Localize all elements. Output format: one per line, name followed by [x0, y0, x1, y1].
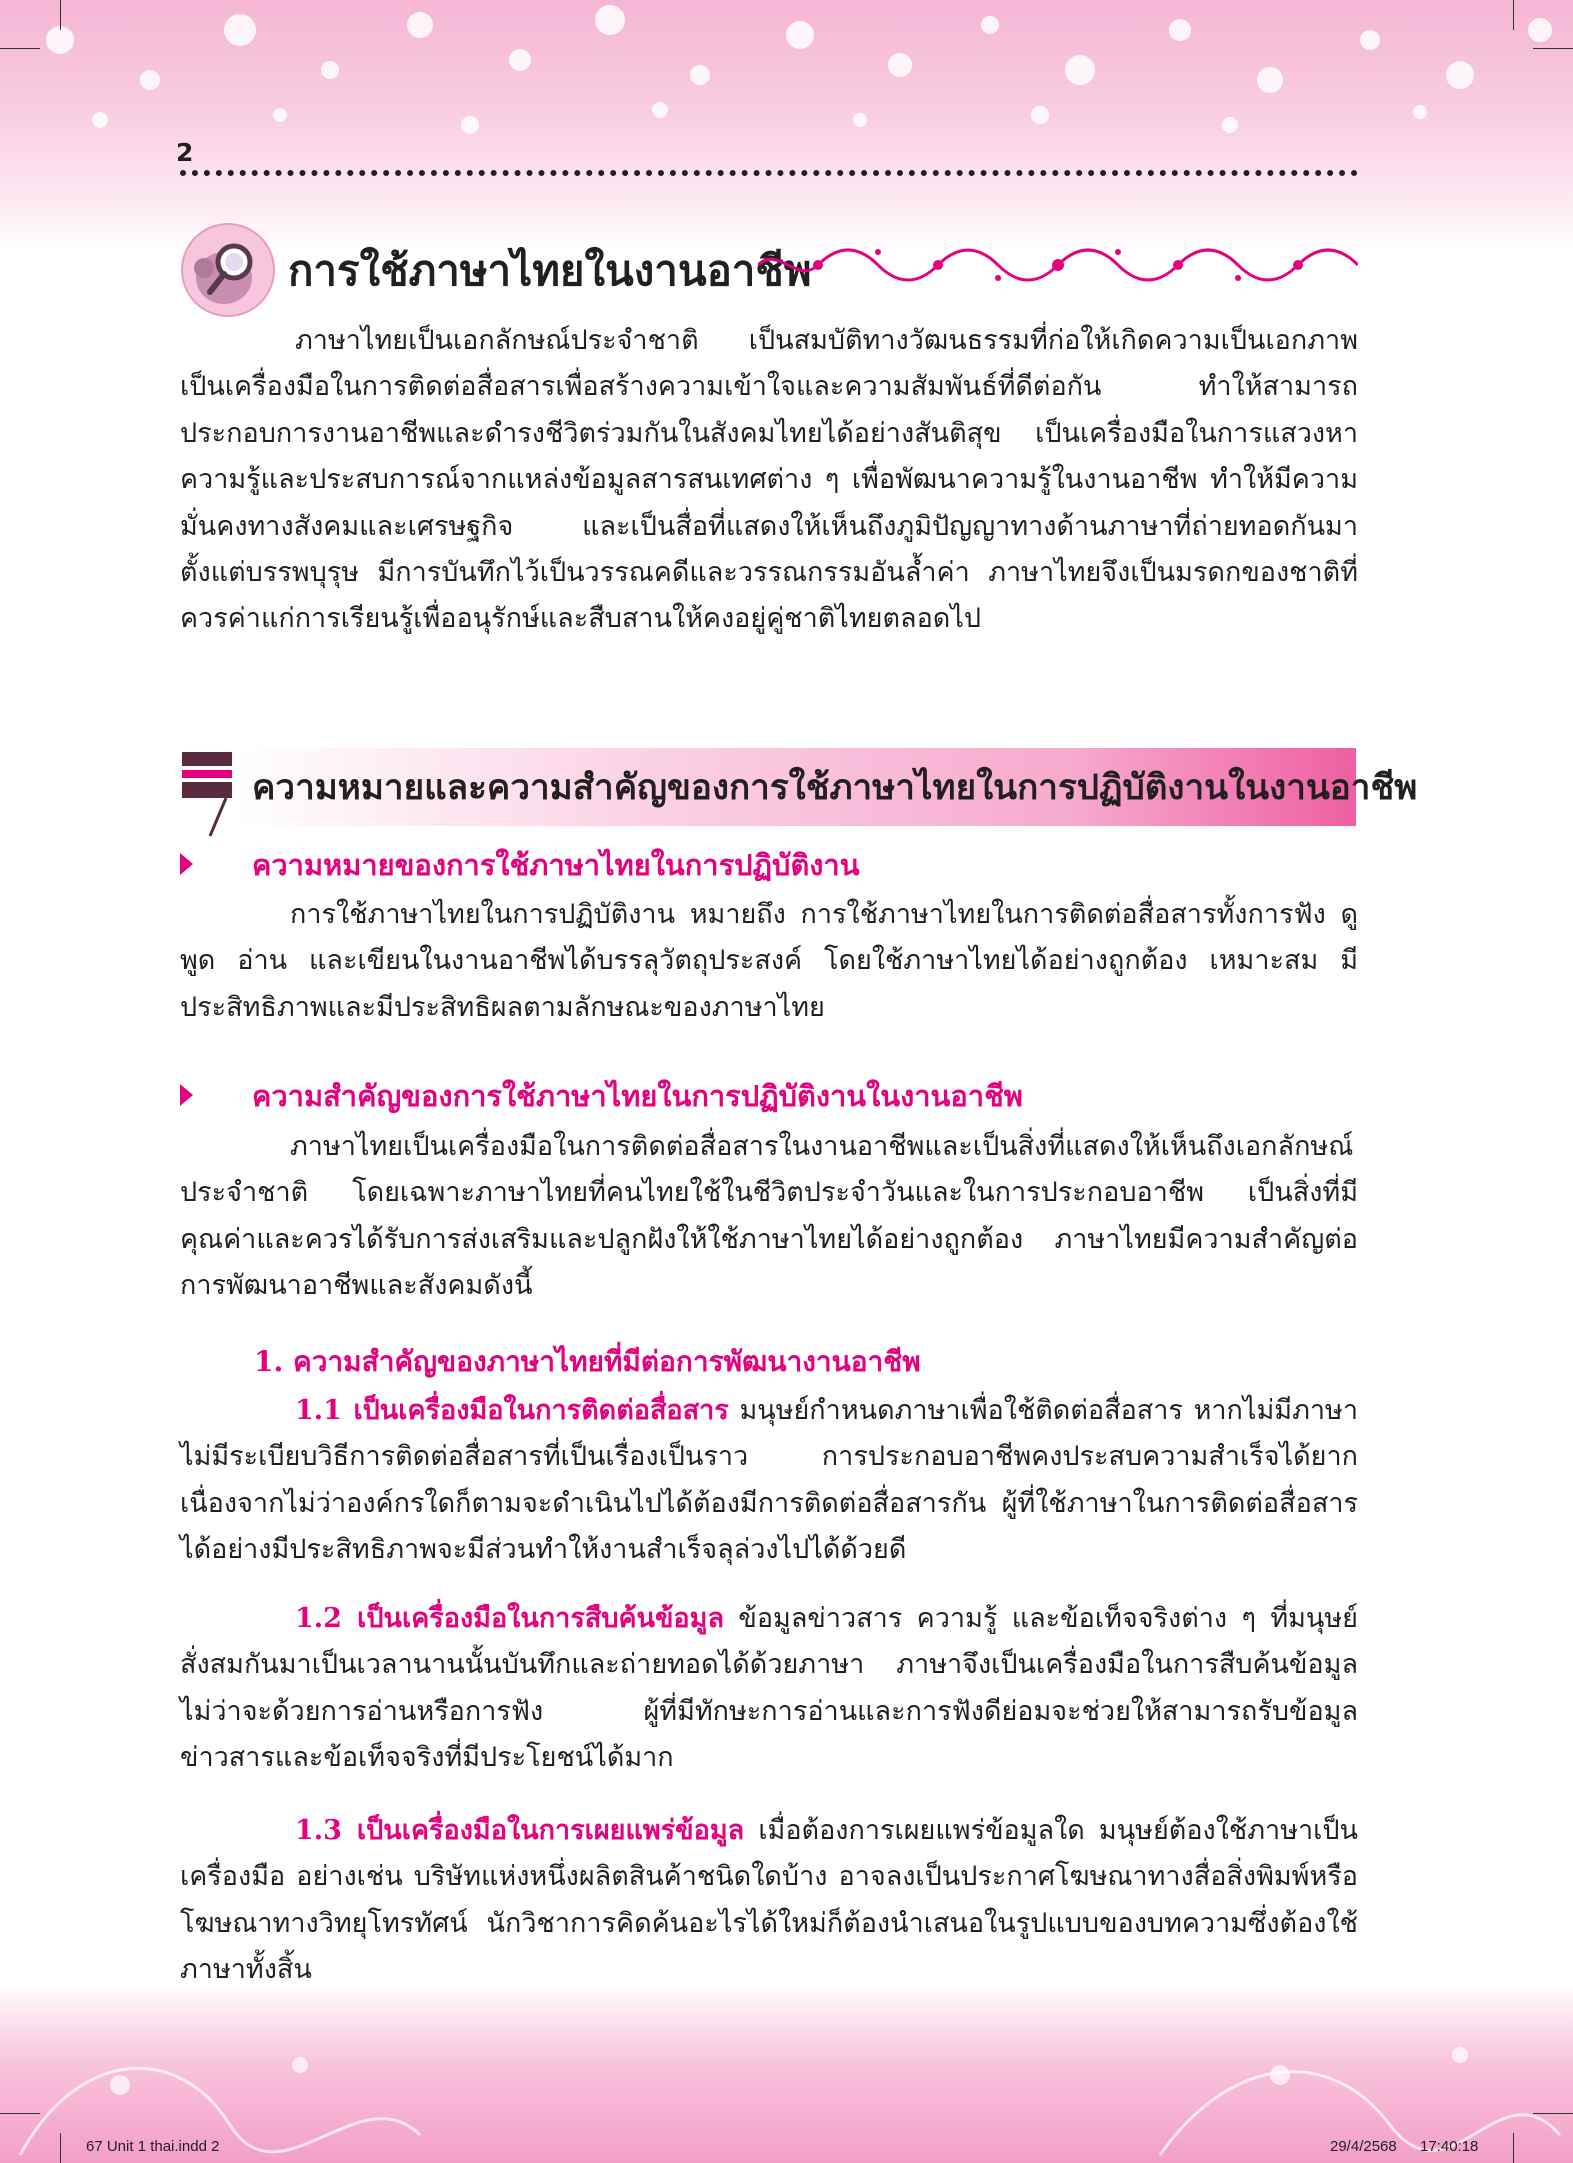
- ornament-divider-icon: [758, 240, 1358, 290]
- meaning-paragraph: [180, 892, 1358, 1031]
- item-1-2-label: 1.2 เป็นเครื่องมือในการสืบค้นข้อมูล: [295, 1603, 724, 1634]
- flourish-pattern: [0, 1985, 1573, 2163]
- crop-mark: [60, 0, 61, 30]
- importance-paragraph: [180, 1124, 1358, 1310]
- importance-text: ภาษาไทยเป็นเครื่องมือในการติดต่อสื่อสารในงานอาชีพและเป็นสิ่งที่แสดงให้เห็นถึงเอกลักษณ์ประจำชาติ โดยเฉพาะภาษาไทยที่คนไทยใช้ในชีวิตประจำวันและในการประกอบอาชีพ เป็นสิ่งที่มีคุณค่าและควรได้รับการส่งเสริมและปลูกฝังให้ใช้ภาษาไทยได้อย่างถูกต้อง ภาษาไทยมีความสำคัญต่อการพัฒนาอาชีพและสังคมดังนี้: [180, 1131, 1358, 1302]
- crop-mark: [0, 48, 40, 49]
- book-icon: [180, 748, 242, 840]
- flower-pattern: [0, 0, 1573, 250]
- header-dotted-rule: [180, 170, 1358, 176]
- crop-mark: [1533, 48, 1573, 49]
- footer-flower-band: [0, 1985, 1573, 2163]
- page-number: 2: [176, 138, 194, 167]
- subheading-importance: ความสำคัญของการใช้ภาษาไทยในการปฏิบัติงานในงานอาชีพ: [252, 1079, 1023, 1113]
- item-1-1-text: มนุษย์กำหนดภาษาเพื่อใช้ติดต่อสื่อสาร หากไม่มีภาษา ไม่มีระเบียบวิธีการติดต่อสื่อสารที่เป็นเรื่องเป็นราว การประกอบอาชีพคงประสบความสำเร็จได้ยาก เนื่องจากไม่ว่าองค์กรใดก็ตามจะดำเนินไปได้ต้องมีการติดต่อสื่อสารกัน ผู้ที่ใช้ภาษาในการติดต่อสื่อสารได้อย่างมีประสิทธิภาพจะมีส่วนทำให้งานสำเร็จลุล่วงไปได้ด้วยดี: [180, 1395, 1358, 1566]
- bullet-arrow-icon: [180, 1084, 193, 1106]
- intro-text: ภาษาไทยเป็นเอกลักษณ์ประจำชาติ เป็นสมบัติทางวัฒนธรรมที่ก่อให้เกิดความเป็นเอกภาพ เป็นเครื่องมือในการติดต่อสื่อสารเพื่อสร้างความเข้าใจและความสัมพันธ์ที่ดีต่อกัน ทำให้สามารถประกอบการงานอาชีพและดำรงชีวิตร่วมกันในสังคมไทยได้อย่างสันติสุข เป็นเครื่องมือในการแสวงหาความรู้และประสบการณ์จากแหล่งข้อมูลสารสนเทศต่าง ๆ เพื่อพัฒนาความรู้ในงานอาชีพ ทำให้มีความมั่นคงทางสังคมและเศรษฐกิจ และเป็นสื่อที่แสดงให้เห็นถึงภูมิปัญญาทางด้านภาษาที่ถ่ายทอดกันมาตั้งแต่บรรพบุรุษ มีการบันทึกไว้เป็นวรรณคดีและวรรณกรรมอันล้ำค่า ภาษาไทยจึงเป็นมรดกของชาติที่ควรค่าแก่การเรียนรู้เพื่ออนุรักษ์และสืบสานให้คงอยู่คู่ชาติไทยตลอดไป: [180, 325, 1358, 635]
- intro-paragraph: [180, 318, 1358, 643]
- item-1-3: [180, 1808, 1358, 1994]
- item-1-3-text: เมื่อต้องการเผยแพร่ข้อมูลใด มนุษย์ต้องใช้ภาษาเป็นเครื่องมือ อย่างเช่น บริษัทแห่งหนึ่งผลิตสินค้าชนิดใดบ้าง อาจลงเป็นประกาศโฆษณาทางสื่อสิ่งพิมพ์หรือโฆษณาทางวิทยุโทรทัศน์ นักวิชาการคิดค้นอะไรได้ใหม่ก็ต้องนำเสนอในรูปแบบของบทความซึ่งต้องใช้ภาษาทั้งสิ้น: [180, 1815, 1358, 1986]
- section-heading: ความหมายและความสำคัญของการใช้ภาษาไทยในการปฏิบัติงานในงานอาชีพ: [252, 767, 1418, 808]
- header-flower-band: [0, 0, 1573, 250]
- crop-mark: [1533, 2113, 1573, 2114]
- footer-file-name: 67 Unit 1 thai.indd 2: [86, 2138, 220, 2155]
- bullet-arrow-icon: [180, 853, 193, 875]
- crop-mark: [1513, 0, 1514, 30]
- crop-mark: [0, 2113, 40, 2114]
- crop-mark: [1513, 2133, 1514, 2163]
- item-1-1-label: 1.1 เป็นเครื่องมือในการติดต่อสื่อสาร: [295, 1395, 729, 1426]
- page-title: การใช้ภาษาไทยในงานอาชีพ: [288, 246, 812, 295]
- item-1-2-text: ข้อมูลข่าวสาร ความรู้ และข้อเท็จจริงต่าง ๆ ที่มนุษย์สั่งสมกันมาเป็นเวลานานนั้นบันทึกและถ่ายทอดได้ด้วยภาษา ภาษาจึงเป็นเครื่องมือในการสืบค้นข้อมูล ไม่ว่าจะด้วยการอ่านหรือการฟัง ผู้ที่มีทักษะการอ่านและการฟังดีย่อมจะช่วยให้สามารถรับข้อมูลข่าวสารและข้อเท็จจริงที่มีประโยชน์ได้มาก: [180, 1603, 1358, 1774]
- item-1-3-label: 1.3 เป็นเครื่องมือในการเผยแพร่ข้อมูล: [295, 1815, 745, 1846]
- meaning-text: การใช้ภาษาไทยในการปฏิบัติงาน หมายถึง การใช้ภาษาไทยในการติดต่อสื่อสารทั้งการฟัง ดู พูด อ่าน และเขียนในงานอาชีพได้บรรลุวัตถุประสงค์ โดยใช้ภาษาไทยได้อย่างถูกต้อง เหมาะสม มีประสิทธิภาพและมีประสิทธิผลตามลักษณะของภาษาไทย: [180, 899, 1358, 1023]
- crop-mark: [60, 2133, 61, 2163]
- footer-date: 29/4/2568: [1330, 2138, 1397, 2155]
- magnifier-mascot-icon: [180, 222, 276, 318]
- numbered-heading: 1. ความสำคัญของภาษาไทยที่มีต่อการพัฒนางานอาชีพ: [254, 1345, 921, 1378]
- item-1-2: [180, 1596, 1358, 1782]
- subheading-meaning: ความหมายของการใช้ภาษาไทยในการปฏิบัติงาน: [252, 848, 860, 882]
- footer-time: 17:40:18: [1420, 2138, 1479, 2155]
- item-1-1: [180, 1388, 1358, 1574]
